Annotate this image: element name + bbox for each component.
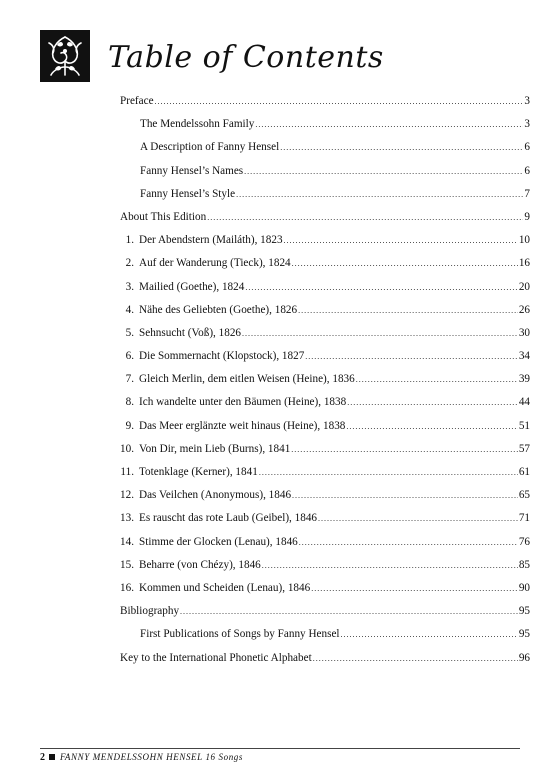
page-footer [40, 748, 520, 763]
toc-entry-label [120, 322, 241, 345]
toc-entry-label [120, 276, 244, 299]
dot-leader [347, 391, 518, 414]
toc-entry-number: 16. [120, 581, 134, 594]
toc-entry-title: Nähe des Geliebten (Goethe), 1826 [139, 303, 298, 316]
toc-entry-title: About This Edition [120, 210, 207, 223]
toc-entry-label [120, 368, 355, 391]
footer-composer: FANNY MENDELSSOHN HENSEL [60, 752, 203, 762]
toc-entry-number: 8. [125, 396, 134, 409]
dot-leader [292, 252, 518, 275]
toc-entry[interactable] [120, 647, 530, 670]
toc-entry-label [120, 252, 291, 275]
toc-entry-label [140, 623, 340, 646]
toc-entry-page: 26 [518, 303, 530, 316]
dot-leader [155, 90, 524, 113]
dot-leader [292, 484, 518, 507]
toc-entry-page: 71 [518, 512, 530, 525]
toc-entry[interactable] [120, 438, 530, 461]
dot-leader [284, 229, 518, 252]
dot-leader [291, 438, 518, 461]
toc-entry-title: Key to the International Phonetic Alphabet [120, 651, 312, 664]
toc-entry-number: 7. [125, 373, 134, 386]
toc-entry[interactable] [120, 391, 530, 414]
toc-entry[interactable] [120, 136, 530, 159]
toc-entry-page: 51 [518, 419, 530, 432]
dot-leader [236, 183, 523, 206]
toc-entry[interactable] [120, 368, 530, 391]
toc-entry-page: 3 [524, 118, 530, 131]
toc-entry[interactable] [120, 90, 530, 113]
toc-entry-title: Stimme der Glocken (Lenau), 1846 [139, 535, 298, 548]
dot-leader [346, 415, 517, 438]
toc-entry-label [120, 577, 310, 600]
toc-entry[interactable] [120, 276, 530, 299]
toc-entry-label [120, 299, 297, 322]
toc-entry-number: 4. [125, 303, 134, 316]
dot-leader [299, 531, 518, 554]
page-header [40, 30, 520, 90]
toc-entry-title: Beharre (von Chézy), 1846 [139, 558, 261, 571]
toc-entry-number: 12. [120, 489, 134, 502]
toc-entry-label [120, 531, 298, 554]
toc-entry-title: Auf der Wanderung (Tieck), 1824 [139, 257, 291, 270]
toc-entry-page: 10 [518, 234, 530, 247]
toc-entry-number: 1. [125, 234, 134, 247]
dot-leader [259, 461, 518, 484]
toc-entry-number: 11. [120, 466, 134, 478]
toc-entry-title: Bibliography [120, 605, 180, 618]
dot-leader [311, 577, 518, 600]
dot-leader [318, 507, 518, 530]
toc-entry[interactable] [120, 229, 530, 252]
toc-entry[interactable] [120, 113, 530, 136]
dot-leader [244, 160, 523, 183]
toc-entry-page: 34 [518, 350, 530, 363]
toc-entry-number: 15. [120, 558, 134, 571]
toc-entry-number: 9. [125, 419, 134, 432]
dot-leader [313, 647, 518, 670]
toc-entry[interactable] [120, 554, 530, 577]
toc-entry-page: 9 [524, 210, 530, 223]
toc-entry-page: 44 [518, 396, 530, 409]
toc-entry-title: Gleich Merlin, dem eitlen Weisen (Heine), 1836 [139, 373, 355, 386]
toc-entry-page: 30 [518, 326, 530, 339]
toc-entry-label [120, 90, 154, 113]
dot-leader [356, 368, 518, 391]
dot-leader [341, 623, 518, 646]
toc-entry-number: 5. [125, 326, 134, 339]
toc-entry-page: 6 [524, 164, 530, 177]
dot-leader [207, 206, 523, 229]
toc-entry-label [120, 391, 346, 414]
toc-entry-label [120, 554, 261, 577]
toc-entry-number: 6. [125, 350, 134, 363]
toc-entry-title: Sehnsucht (Voß), 1826 [139, 326, 242, 339]
toc-entry-label [140, 160, 243, 183]
toc-entry[interactable] [120, 345, 530, 368]
toc-entry-label [140, 136, 279, 159]
toc-entry-page: 57 [518, 442, 530, 455]
toc-entry-page: 61 [518, 466, 530, 478]
toc-entry-label [120, 438, 290, 461]
toc-entry-label [120, 507, 317, 530]
toc-entry-number: 10. [120, 442, 134, 455]
footer-page-number: 2 [40, 752, 45, 763]
toc-entry-title: Ich wandelte unter den Bäumen (Heine), 1838 [139, 396, 347, 409]
toc-entry-title: Der Abendstern (Mailáth), 1823 [139, 234, 283, 247]
toc-entry-page: 90 [518, 581, 530, 594]
toc-entry-label [140, 113, 254, 136]
dot-leader [305, 345, 518, 368]
toc-entry-page: 85 [518, 558, 530, 571]
toc-entry-label [120, 415, 345, 438]
dot-leader [255, 113, 523, 136]
toc-entry[interactable] [120, 299, 530, 322]
toc-entry[interactable] [120, 577, 530, 600]
dot-leader [242, 322, 518, 345]
toc-entry[interactable] [120, 252, 530, 275]
toc-entry-label [120, 229, 283, 252]
toc-entry-page: 65 [518, 489, 530, 502]
toc-entry-label [120, 206, 206, 229]
toc-entry-page: 6 [524, 141, 530, 154]
toc-entry-title: A Description of Fanny Hensel [140, 141, 280, 154]
toc-entry[interactable] [120, 600, 530, 623]
toc-entry-title: Das Meer erglänzte weit hinaus (Heine), 1838 [139, 419, 346, 432]
toc-entry[interactable] [120, 206, 530, 229]
toc-entry[interactable] [120, 183, 530, 206]
toc-entry-title: Mailied (Goethe), 1824 [139, 280, 245, 293]
toc-entry-label [120, 461, 258, 484]
toc-entry-number: 2. [125, 257, 134, 270]
toc-entry[interactable] [120, 160, 530, 183]
toc-entry-page: 16 [518, 257, 530, 270]
toc-entry-title: Kommen und Scheiden (Lenau), 1846 [139, 581, 311, 594]
toc-entry[interactable] [120, 461, 530, 484]
dot-leader [280, 136, 523, 159]
toc-entry-number: 13. [120, 512, 134, 525]
toc-entry-title: Preface [120, 95, 154, 107]
footer-book-title: 16 Songs [205, 752, 244, 762]
toc-entry-title: Fanny Hensel’s Style [140, 187, 236, 200]
toc-entry[interactable] [120, 507, 530, 530]
toc-entry-label [120, 600, 179, 623]
toc-entry-title: Totenklage (Kerner), 1841 [139, 466, 258, 478]
dot-leader [262, 554, 518, 577]
toc-entry-number: 14. [120, 535, 134, 548]
toc-entry-label [140, 183, 235, 206]
toc-entry-page: 95 [518, 605, 530, 618]
toc-entry-title: First Publications of Songs by Fanny Hensel [140, 628, 340, 641]
page-title: Table of Contents [108, 40, 384, 75]
toc-entry[interactable] [120, 623, 530, 646]
toc-entry-label [120, 484, 291, 507]
toc-entry-title: Das Veilchen (Anonymous), 1846 [139, 489, 292, 502]
toc-entry-page: 96 [518, 651, 530, 664]
toc-entry-label [120, 345, 304, 368]
toc-entry[interactable] [120, 322, 530, 345]
toc-entry-page: 39 [518, 373, 530, 386]
toc-entry-title: Von Dir, mein Lieb (Burns), 1841 [139, 442, 291, 455]
toc-entry-page: 3 [524, 95, 530, 107]
toc-entry-page: 20 [518, 280, 530, 293]
toc-entry-number: 3. [125, 280, 134, 293]
toc-entry-label [120, 647, 312, 670]
dot-leader [245, 276, 517, 299]
dot-leader [298, 299, 518, 322]
toc-entry[interactable] [120, 531, 530, 554]
toc-entry-title: Fanny Hensel’s Names [140, 164, 244, 177]
toc-entry-page: 76 [518, 535, 530, 548]
toc-entry-title: Es rauscht das rote Laub (Geibel), 1846 [139, 512, 318, 525]
toc-entry-title: The Mendelssohn Family [140, 118, 255, 131]
table-of-contents [120, 90, 530, 670]
toc-entry[interactable] [120, 415, 530, 438]
toc-entry-title: Die Sommernacht (Klopstock), 1827 [139, 350, 305, 363]
toc-entry-page: 95 [518, 628, 530, 641]
toc-entry[interactable] [120, 484, 530, 507]
square-bullet-icon [49, 754, 55, 760]
dot-leader [180, 600, 518, 623]
ornamental-leaf-icon [40, 30, 90, 82]
toc-entry-page: 7 [524, 187, 530, 200]
